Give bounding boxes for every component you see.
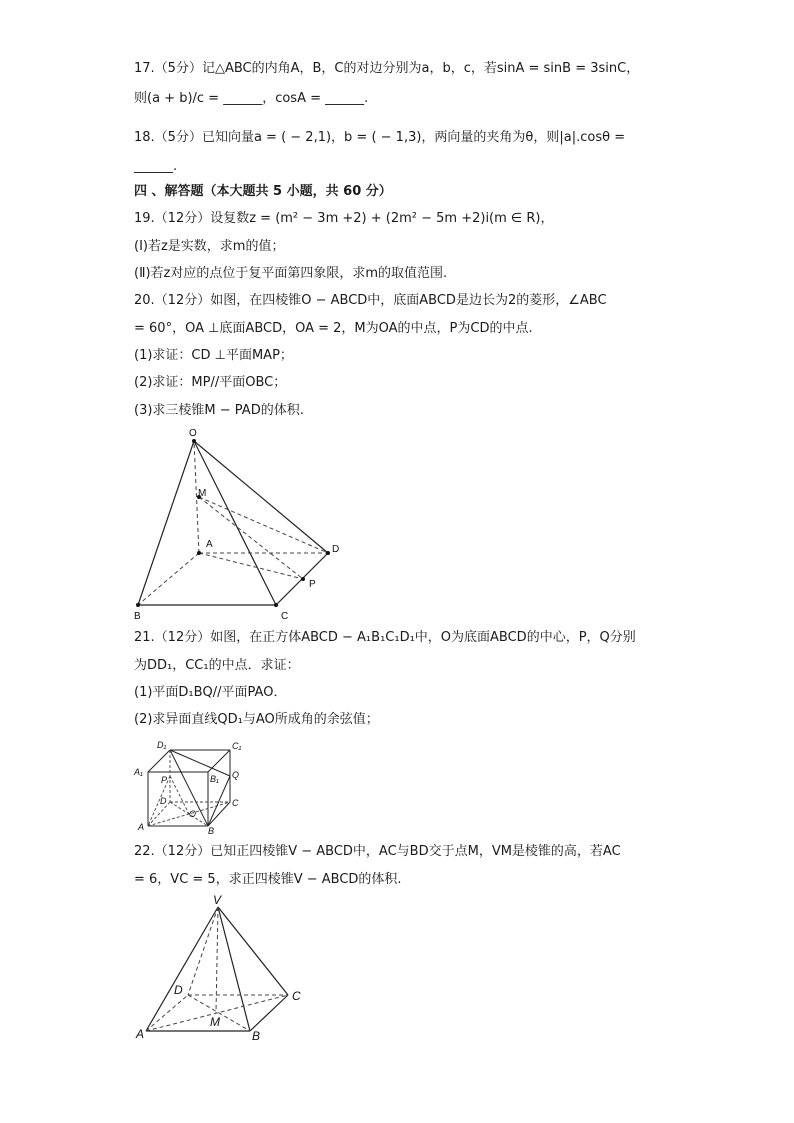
q21-label-Q: Q xyxy=(232,770,240,780)
q20-label-C: C xyxy=(281,611,289,622)
q18-line2: ______. xyxy=(134,159,178,174)
q20-line1: 20.（12分）如图，在四棱锥O − ABCD中，底面ABCD是边长为2的菱形，∠ABC xyxy=(134,293,607,308)
q20-label-A: A xyxy=(206,539,213,550)
q21-label-A1: A₁ xyxy=(134,767,143,777)
q22-line1: 22.（12分）已知正四棱锥V − ABCD中，AC与BD交于点M，VM是棱锥的高，若AC xyxy=(134,844,621,859)
q21-cube-figure xyxy=(132,738,252,838)
q21-label-B: B xyxy=(208,826,215,836)
q21-line1: 21.（12分）如图，在正方体ABCD − A₁B₁C₁D₁中，O为底面ABCD的中心，P，Q分别 xyxy=(134,630,636,645)
q21-label-D1: D₁ xyxy=(157,740,167,750)
q17-line1: 17.（5分）记△ABC的内角A，B，C的对边分别为a，b，c，若sinA = sinB = 3sinC， xyxy=(134,61,640,76)
q20-line2: = 60°，OA ⊥底面ABCD，OA = 2，M为OA的中点，P为CD的中点. xyxy=(134,321,533,336)
q22-label-A: A xyxy=(136,1027,145,1041)
q18-line1: 18.（5分）已知向量a = ( − 2,1)，b = ( − 1,3)，两向量的夹角为θ，则|a|.cosθ = xyxy=(134,130,626,145)
q22-pyramid-figure xyxy=(128,893,318,1043)
q21-part1: (1)平面D₁BQ//平面PAO． xyxy=(134,685,287,700)
q19-line1: 19.（12分）设复数z = (m² − 3m +2) + (2m² − 5m +2)i(m ∈ R)， xyxy=(134,211,554,226)
q20-part2: (2)求证：MP//平面OBC； xyxy=(134,375,287,390)
q21-line2: 为DD₁，CC₁的中点．求证： xyxy=(134,658,300,673)
q21-label-A: A xyxy=(138,822,145,832)
q21-label-D: D xyxy=(160,796,167,806)
q21-part2: (2)求异面直线QD₁与AO所成角的余弦值； xyxy=(134,712,379,727)
q17-line2: 则(a + b)/c = ______，cosA = ______. xyxy=(134,91,369,106)
q22-line2: = 6，VC = 5，求正四棱锥V − ABCD的体积. xyxy=(134,872,402,887)
q21-label-P: P xyxy=(161,775,168,785)
q22-label-C: C xyxy=(292,989,301,1003)
q21-label-C: C xyxy=(232,798,239,808)
q20-label-P: P xyxy=(309,579,316,590)
q22-label-M: M xyxy=(210,1015,220,1029)
q20-part3: (3)求三棱锥M − PAD的体积. xyxy=(134,403,304,418)
q20-label-B: B xyxy=(134,611,141,622)
q19-part1: (Ⅰ)若z是实数，求m的值； xyxy=(134,239,285,254)
q20-part1: (1)求证：CD ⊥平面MAP； xyxy=(134,348,293,363)
q20-label-O: O xyxy=(189,428,197,439)
q20-label-M: M xyxy=(198,488,207,499)
q21-label-B1: B₁ xyxy=(210,774,219,784)
q22-label-V: V xyxy=(213,893,222,907)
q21-label-C1: C₁ xyxy=(232,741,242,751)
q20-label-D: D xyxy=(332,544,340,555)
q22-label-B: B xyxy=(252,1029,261,1043)
q21-label-O: O xyxy=(189,809,197,819)
q20-pyramid-figure xyxy=(128,425,358,625)
q22-label-D: D xyxy=(174,983,183,997)
q19-part2: (Ⅱ)若z对应的点位于复平面第四象限，求m的取值范围. xyxy=(134,266,448,281)
section-heading: 四 、解答题（本大题共 5 小题，共 60 分） xyxy=(134,184,392,199)
